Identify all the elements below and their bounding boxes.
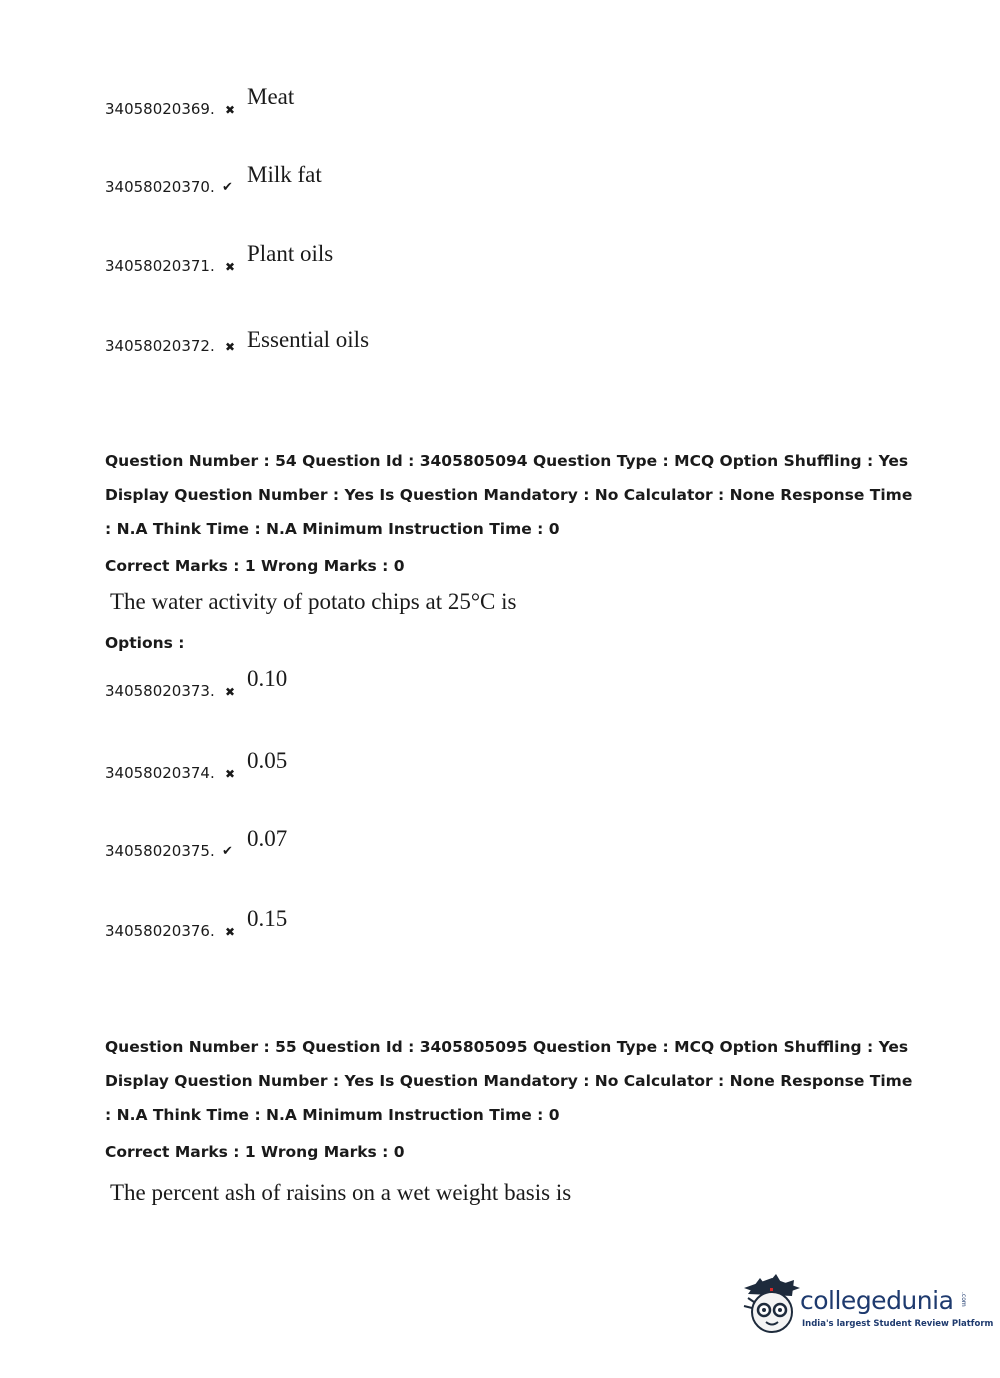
option-id: 34058020370.: [105, 178, 215, 196]
option-id: 34058020375.: [105, 842, 215, 860]
option-text: 0.10: [247, 666, 288, 691]
wrong-mark-icon: ✖: [225, 925, 236, 939]
question-meta: [105, 1030, 915, 1132]
option-id: 34058020372.: [105, 337, 215, 355]
question-meta: [105, 444, 915, 546]
options-label: Options :: [105, 634, 185, 652]
wrong-mark-icon: ✖: [225, 685, 236, 699]
option-text: Meat: [247, 84, 295, 109]
meta-line: : N.A Think Time : N.A Minimum Instruction Time : 0: [105, 1106, 560, 1124]
option-id: 34058020369.: [105, 100, 215, 118]
wrong-mark-icon: ✖: [225, 340, 236, 354]
correct-mark-icon: ✔: [222, 180, 233, 195]
wrong-mark-icon: ✖: [225, 767, 236, 781]
meta-line: Question Number : 55 Question Id : 3405805095 Question Type : MCQ Option Shuffling : Yes: [105, 1038, 909, 1056]
wrong-mark-icon: ✖: [225, 260, 236, 274]
meta-line: : N.A Think Time : N.A Minimum Instruction Time : 0: [105, 520, 560, 538]
option-text: 0.05: [247, 748, 288, 773]
option-id: 34058020376.: [105, 922, 215, 940]
brand-tagline: India's largest Student Review Platform: [802, 1319, 994, 1329]
marks-info: Correct Marks : 1 Wrong Marks : 0: [105, 1143, 405, 1161]
option-id: 34058020373.: [105, 682, 215, 700]
option-text: 0.15: [247, 906, 288, 931]
question-text: The percent ash of raisins on a wet weight basis is: [110, 1180, 572, 1205]
meta-line: Display Question Number : Yes Is Question Mandatory : No Calculator : None Response Time: [105, 486, 913, 504]
wrong-mark-icon: ✖: [225, 103, 236, 117]
collegedunia-logo: [742, 1272, 994, 1342]
marks-info: Correct Marks : 1 Wrong Marks : 0: [105, 557, 405, 575]
option-text: Milk fat: [247, 162, 322, 187]
question-text: The water activity of potato chips at 25°C is: [110, 589, 517, 614]
option-id: 34058020374.: [105, 764, 215, 782]
option-id: 34058020371.: [105, 257, 215, 275]
mascot-icon: [742, 1272, 802, 1342]
correct-mark-icon: ✔: [222, 844, 233, 859]
option-text: Plant oils: [247, 241, 334, 266]
option-text: 0.07: [247, 826, 288, 851]
brand-name: collegedunia: [800, 1286, 954, 1315]
brand-suffix: .com: [960, 1292, 967, 1307]
meta-line: Question Number : 54 Question Id : 3405805094 Question Type : MCQ Option Shuffling : Yes: [105, 452, 909, 470]
meta-line: Display Question Number : Yes Is Question Mandatory : No Calculator : None Response Time: [105, 1072, 913, 1090]
option-text: Essential oils: [247, 327, 370, 352]
